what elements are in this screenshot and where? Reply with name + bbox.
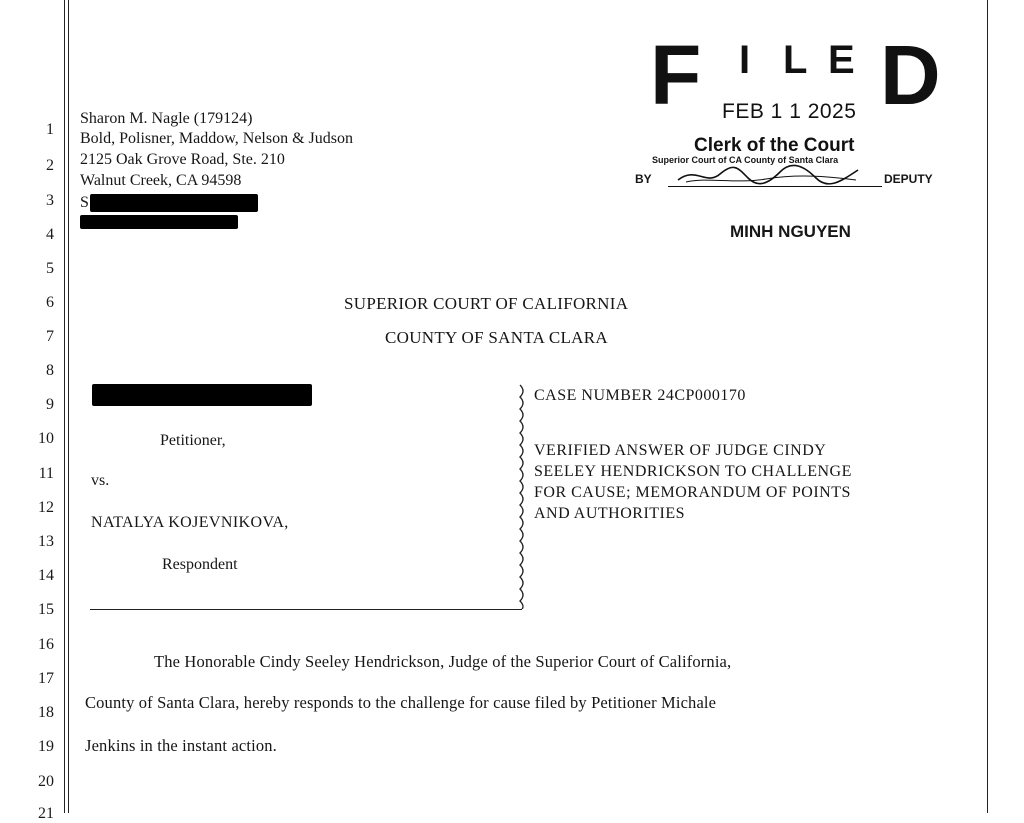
line-number: 4	[46, 226, 54, 243]
line-number: 11	[38, 465, 54, 482]
redaction-bar	[92, 384, 312, 406]
clerk-court-line: Superior Court of CA County of Santa Clara	[652, 155, 839, 165]
right-margin-line	[987, 0, 988, 813]
body-text-line: County of Santa Clara, hereby responds to the challenge for cause filed by Petitioner Michale	[85, 693, 717, 712]
line-number: 12	[38, 499, 54, 516]
line-number: 5	[46, 260, 54, 277]
body-text-line: The Honorable Cindy Seeley Hendrickson, Judge of the Superior Court of California,	[154, 652, 732, 671]
stamp-letter-e: E	[828, 38, 855, 82]
line-number: 17	[38, 670, 54, 687]
line-number: 18	[38, 704, 54, 721]
line-number: 3	[46, 192, 54, 209]
case-number: CASE NUMBER 24CP000170	[534, 387, 746, 404]
line-number: 15	[38, 601, 54, 618]
document-title-line: SEELEY HENDRICKSON TO CHALLENGE	[534, 463, 852, 480]
redacted-line-prefix: S	[80, 194, 89, 211]
clerk-title: Clerk of the Court	[694, 135, 855, 156]
line-number: 14	[38, 567, 54, 584]
line-number: 20	[38, 773, 54, 790]
attorney-city: Walnut Creek, CA 94598	[80, 172, 242, 189]
stamp-letter-d: D	[880, 28, 941, 122]
court-county: COUNTY OF SANTA CLARA	[385, 328, 608, 347]
left-margin-line-outer	[64, 0, 65, 813]
signature-line	[668, 186, 882, 187]
redaction-bar	[80, 215, 238, 229]
line-number: 10	[38, 430, 54, 447]
respondent-label: Respondent	[162, 556, 238, 573]
deputy-name: MINH NGUYEN	[730, 222, 851, 241]
line-number: 8	[46, 362, 54, 379]
line-number: 6	[46, 294, 54, 311]
stamp-letter-f: F	[650, 28, 702, 122]
line-number: 13	[38, 533, 54, 550]
filed-date: FEB 1 1 2025	[722, 100, 857, 123]
deputy-label: DEPUTY	[884, 172, 933, 186]
attorney-firm: Bold, Polisner, Maddow, Nelson & Judson	[80, 130, 353, 147]
stamp-letter-i: I	[739, 38, 751, 82]
redaction-bar	[90, 194, 258, 212]
caption-bottom-rule	[90, 609, 522, 610]
by-label: BY	[635, 172, 652, 186]
line-number: 1	[46, 121, 54, 138]
line-number: 9	[46, 396, 54, 413]
line-number: 19	[38, 738, 54, 755]
body-text-line: Jenkins in the instant action.	[85, 736, 277, 755]
vs-label: vs.	[91, 472, 110, 489]
line-number: 21	[38, 805, 54, 822]
caption-brace-column	[516, 383, 532, 609]
line-number: 7	[46, 328, 54, 345]
document-title-line: VERIFIED ANSWER OF JUDGE CINDY	[534, 442, 827, 459]
document-title-line: FOR CAUSE; MEMORANDUM OF POINTS	[534, 484, 851, 501]
attorney-address: 2125 Oak Grove Road, Ste. 210	[80, 151, 285, 168]
left-margin-line-inner	[68, 0, 69, 813]
document-title-line: AND AUTHORITIES	[534, 505, 686, 522]
line-number: 2	[46, 157, 54, 174]
attorney-name: Sharon M. Nagle (179124)	[80, 110, 253, 127]
respondent-name: NATALYA KOJEVNIKOVA,	[91, 514, 289, 531]
line-number: 16	[38, 636, 54, 653]
petitioner-label: Petitioner,	[160, 432, 226, 449]
court-name: SUPERIOR COURT OF CALIFORNIA	[344, 294, 629, 313]
stamp-letter-l: L	[783, 38, 808, 82]
